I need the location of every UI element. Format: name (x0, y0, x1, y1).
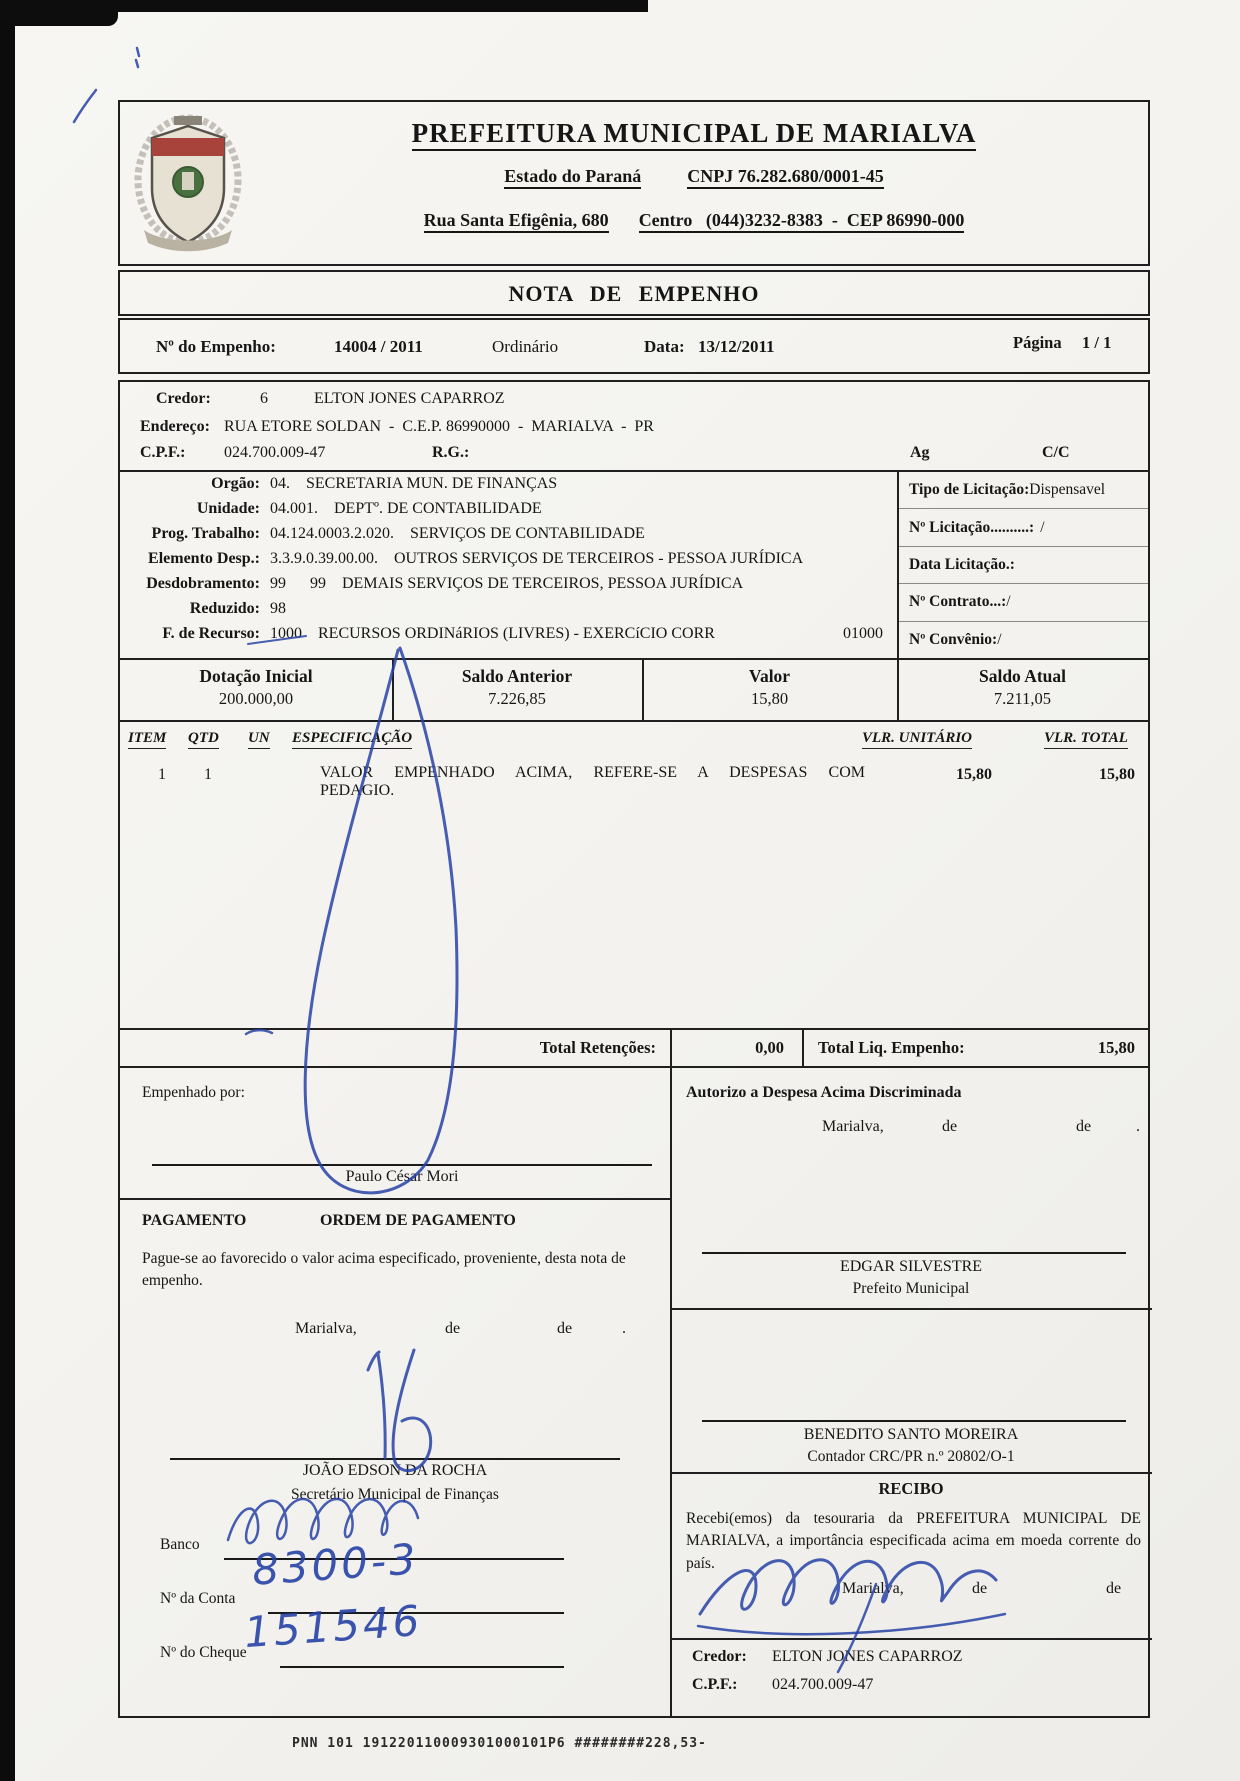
items-header-espec: ESPECIFICAÇÃO (292, 730, 412, 749)
dot-matrix-validation-line: PNN 101 191220110009301000101P6 ########228,53- (292, 1736, 707, 1751)
amount-value: 15,80 (750, 689, 789, 708)
amount-saldo-atual (897, 660, 1148, 720)
page-number: 1 / 1 (1082, 333, 1112, 352)
cc-label: C/C (1042, 444, 1070, 461)
budget-code: 04. (270, 475, 290, 492)
licitacao-label: Nº Contrato...: (909, 593, 1007, 611)
pen-dots (136, 48, 139, 67)
budget-code: 3.3.9.0.39.00.00. (270, 550, 378, 567)
total-liq-label: Total Liq. Empenho: (818, 1038, 965, 1057)
pagamento-city: Marialva, (295, 1320, 357, 1337)
empenho-modality: Ordinário (492, 337, 559, 356)
budget-desc: SERVIÇOS DE CONTABILIDADE (410, 525, 645, 542)
cpf-label: C.P.F.: (140, 444, 186, 461)
amount-saldo-anterior (392, 660, 642, 720)
recibo-credor-name: ELTON JONES CAPARROZ (772, 1648, 963, 1665)
credor-code: 6 (260, 390, 268, 407)
item-espec-line2: PEDAGIO. (320, 782, 395, 800)
org-district-phone: Centro (044)3232-8383 - CEP 86990-000 (639, 210, 965, 233)
empenhado-box-divider (120, 1198, 670, 1200)
budget-recurso-extra: 01000 (843, 625, 883, 642)
autorizo-de2: de (1076, 1118, 1092, 1135)
item-vlr-unitario: 15,80 (956, 766, 992, 783)
budget-label: F. de Recurso: (162, 625, 260, 642)
scan-edge-left (0, 22, 15, 1781)
item-vlr-total: 15,80 (1099, 766, 1135, 783)
empenhado-signer-name: Paulo César Mori (345, 1168, 459, 1185)
empenho-number: 14004 / 2011 (334, 337, 423, 356)
org-cnpj: CNPJ 76.282.680/0001-45 (687, 166, 884, 189)
pagamento-dot: . (622, 1320, 626, 1337)
budget-left-region (120, 475, 895, 650)
autorizo-divider (670, 1308, 1152, 1310)
header-box (118, 100, 1150, 266)
budget-row-unidade (120, 500, 895, 525)
signatures-section (118, 1066, 1150, 1718)
autorizo-de1: de (942, 1118, 958, 1135)
handwritten-account-number: 8300-3 (250, 1534, 421, 1595)
empenho-row (118, 318, 1150, 374)
prefeito-name: EDGAR SILVESTRE (839, 1258, 983, 1275)
autorizo-dot: . (1136, 1118, 1140, 1135)
pen-slash (74, 90, 96, 122)
items-header-vlr-unitario: VLR. UNITÁRIO (862, 730, 972, 749)
cpf-value: 024.700.009-47 (224, 444, 326, 461)
item-especificacao (320, 764, 865, 801)
item-espec-line1: VALOR EMPENHADO ACIMA, REFERE-SE A DESPESAS COM (320, 764, 865, 781)
totals-row (118, 1028, 1150, 1068)
budget-code: 04.001. (270, 500, 318, 517)
item-number: 1 (158, 766, 166, 783)
budget-row-prog-trabalho (120, 525, 895, 550)
secretario-signature-line (170, 1458, 620, 1460)
coat-of-arms (134, 112, 242, 254)
total-liq-value: 15,80 (1097, 1038, 1135, 1057)
licitacao-row-contrato (899, 584, 1148, 621)
doc-title-band (118, 270, 1150, 316)
amount-label: Saldo Anterior (461, 666, 573, 686)
autorizo-city: Marialva, (822, 1118, 884, 1135)
org-line2 (250, 166, 1138, 187)
budget-box (118, 470, 1150, 660)
recibo-de1: de (972, 1580, 988, 1597)
scan-edge-corner (0, 0, 118, 26)
org-street: Rua Santa Efigênia, 680 (424, 210, 609, 233)
credor-label: Credor: (156, 390, 211, 407)
amount-dotacao (120, 660, 392, 720)
secretario-name: JOÃO EDSON DA ROCHA (302, 1462, 488, 1479)
budget-label: Prog. Trabalho: (151, 525, 260, 542)
contador-divider (670, 1472, 1152, 1474)
licitacao-value: / (997, 630, 1002, 648)
empenhado-signature-line (152, 1164, 652, 1166)
licitacao-label: Nº Convênio: (909, 630, 998, 648)
coat-band-red (152, 138, 224, 156)
budget-label: Elemento Desp.: (148, 550, 260, 567)
org-state: Estado do Paraná (504, 166, 641, 189)
contador-name: BENEDITO SANTO MOREIRA (803, 1426, 1019, 1443)
credor-name: ELTON JONES CAPARROZ (314, 390, 505, 407)
budget-desc: DEPTº. DE CONTABILIDADE (334, 500, 542, 517)
total-retencoes-value: 0,00 (755, 1038, 784, 1057)
banco-label: Banco (160, 1536, 200, 1553)
licitacao-row-numero (899, 509, 1148, 546)
amount-value: 200.000,00 (218, 689, 294, 708)
budget-desc: SECRETARIA MUN. DE FINANÇAS (306, 475, 558, 492)
licitacao-row-tipo (899, 472, 1148, 509)
org-name: PREFEITURA MUNICIPAL DE MARIALVA (412, 118, 977, 151)
amount-valor (642, 660, 897, 720)
autorizo-title: Autorizo a Despesa Acima Discriminada (686, 1084, 962, 1101)
recibo-divider (670, 1638, 1152, 1640)
amount-value: 7.226,85 (488, 689, 546, 708)
endereco-value: RUA ETORE SOLDAN - C.E.P. 86990000 - MARIALVA - PR (224, 418, 654, 435)
licitacao-value: / (1040, 518, 1045, 536)
budget-desc: DEMAIS SERVIÇOS DE TERCEIROS, PESSOA JURÍDICA (342, 575, 744, 592)
items-header-item: ITEM (128, 730, 166, 749)
licitacao-row-data (899, 547, 1148, 584)
total-retencoes-label: Total Retenções: (539, 1038, 656, 1057)
coat-crown (174, 116, 202, 125)
licitacao-row-convenio (899, 622, 1148, 658)
ag-label: Ag (910, 444, 930, 461)
budget-desc: OUTROS SERVIÇOS DE TERCEIROS - PESSOA JURÍDICA (394, 550, 804, 567)
amounts-row (118, 658, 1150, 722)
amount-value: 7.211,05 (993, 689, 1052, 708)
recibo-title: RECIBO (878, 1479, 944, 1498)
budget-row-elemento (120, 550, 895, 575)
coat-tower (182, 172, 194, 190)
amount-label: Saldo Atual (978, 666, 1067, 686)
prefeito-signature-line (702, 1252, 1126, 1254)
budget-code: 04.124.0003.2.020. (270, 525, 394, 542)
budget-desc: RECURSOS ORDINáRIOS (LIVRES) - EXERCíCIO CORR (318, 625, 715, 642)
cheque-label: Nº do Cheque (160, 1644, 247, 1661)
org-line3 (250, 210, 1138, 231)
recibo-body: Recebi(emos) da tesouraria da PREFEITURA MUNICIPAL DE MARIALVA, a importância especificada acima em moeda corrente do país. (686, 1510, 1141, 1572)
pagamento-body: Pague-se ao favorecido o valor acima especificado, proveniente, desta nota de empenho. (142, 1250, 626, 1290)
budget-code: 99 99 (270, 575, 326, 592)
budget-row-desdobramento (120, 575, 895, 600)
items-box (118, 720, 1150, 1030)
pagamento-de2: de (557, 1320, 573, 1337)
licitacao-label: Nº Licitação..........: (909, 518, 1035, 536)
items-header-un: UN (248, 730, 270, 749)
empenho-number-label: Nº do Empenho: (156, 337, 276, 356)
cheque-line (280, 1666, 564, 1668)
recibo-cpf-label: C.P.F.: (692, 1676, 738, 1693)
licitacao-label: Data Licitação.: (909, 556, 1015, 574)
budget-label: Reduzido: (189, 600, 260, 617)
rg-label: R.G.: (432, 444, 470, 461)
contador-title: Contador CRC/PR n.º 20802/O-1 (807, 1448, 1015, 1465)
prefeito-title: Prefeito Municipal (852, 1280, 970, 1297)
secretario-title: Secretário Municipal de Finanças (291, 1486, 499, 1503)
totals-divider-2 (802, 1030, 804, 1066)
amount-label: Dotação Inicial (199, 666, 313, 686)
conta-label: Nº da Conta (160, 1590, 236, 1607)
page-label: Página (1013, 333, 1062, 352)
contador-signature-line (702, 1420, 1126, 1422)
org-name-line (250, 118, 1138, 149)
budget-label: Unidade: (196, 500, 260, 517)
pagamento-title: PAGAMENTO (142, 1212, 247, 1229)
licitacao-column (897, 472, 1148, 658)
endereco-label: Endereço: (140, 418, 210, 435)
recibo-de2: de (1106, 1580, 1122, 1597)
pagamento-de1: de (445, 1320, 461, 1337)
empenho-date-label: Data: (644, 337, 685, 356)
handwritten-cheque-number: 151546 (242, 1595, 424, 1658)
licitacao-label: Tipo de Licitação: (909, 481, 1030, 499)
doc-title: NOTA DE EMPENHO (508, 281, 760, 306)
budget-code: 98 (270, 600, 286, 617)
budget-row-reduzido (120, 600, 895, 625)
empenhado-por-label: Empenhado por: (142, 1084, 245, 1101)
recibo-city: Marialva, (842, 1580, 904, 1597)
empenho-date: 13/12/2011 (698, 337, 775, 356)
budget-row-recurso (120, 625, 895, 650)
item-qtd: 1 (204, 766, 212, 783)
budget-label: Desdobramento: (146, 575, 260, 592)
licitacao-value: / (1006, 593, 1011, 611)
budget-code: 1000 (270, 625, 302, 642)
budget-label: Orgão: (211, 475, 260, 492)
recibo-credor-label: Credor: (692, 1648, 747, 1665)
recibo-cpf-value: 024.700.009-47 (772, 1676, 874, 1693)
items-header-vlr-total: VLR. TOTAL (1044, 730, 1128, 749)
items-header-qtd: QTD (188, 730, 219, 749)
licitacao-value: Dispensavel (1029, 481, 1106, 499)
budget-row-orgao (120, 475, 895, 500)
ordem-pagamento-title: ORDEM DE PAGAMENTO (320, 1212, 516, 1229)
amount-label: Valor (748, 666, 791, 686)
credor-box (118, 380, 1150, 472)
bottom-column-divider (670, 1068, 672, 1716)
